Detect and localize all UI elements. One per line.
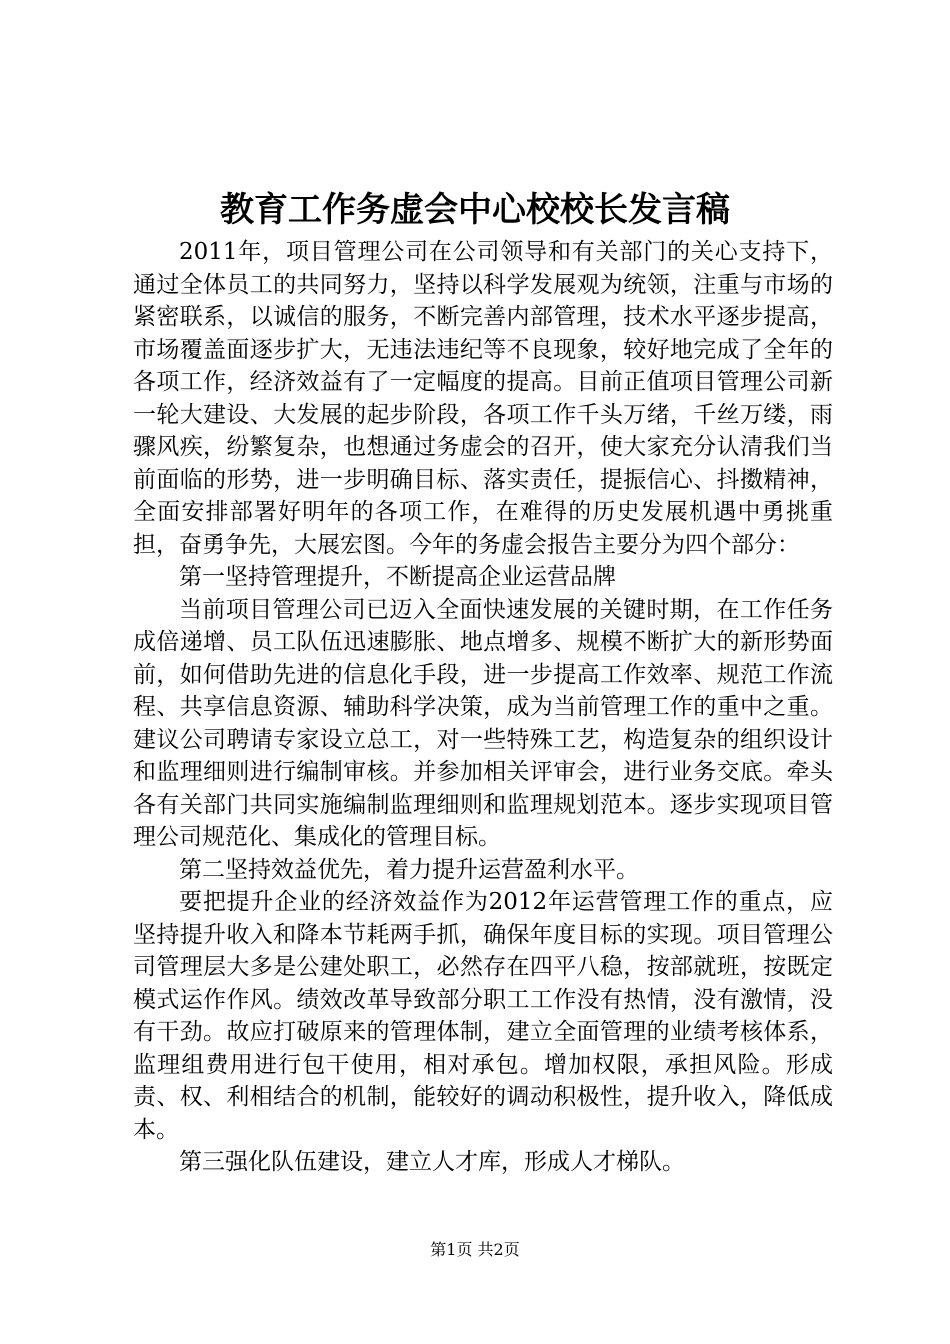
page-footer: 第1页 共2页	[430, 1240, 520, 1259]
document-title: 教育工作务虚会中心校校长发言稿	[220, 190, 730, 230]
paragraph-heading-2: 第二坚持效益优先，着力提升运营盈利水平。	[179, 856, 639, 883]
paragraph-heading-1: 第一坚持管理提升，不断提高企业运营品牌	[179, 564, 616, 590]
paragraph-efficiency: 要把提升企业的经济效益作为2012年运营管理工作的重点，应坚持提升收入和降本节耗两手抓，确保年度目标的实现。项目管理公司管理层大多是公建处职工，必然存在四平八稳，按部就班，按既定模式运作作风。绩效改革导致部分职工工作没有热情，没有激情，没有干劲。故应打破原来的管理体制，建立全面管理的业绩考核体系，监理组费用进行包干使用，相对承包。增加权限，承担风险。形成责、权、利相结合的机制，能较好的调动积极性，提升收入，降低成本。	[133, 889, 833, 1143]
paragraph-intro: 2011年，项目管理公司在公司领导和有关部门的关心支持下，通过全体员工的共同努力，坚持以科学发展观为统领，注重与市场的紧密联系，以诚信的服务，不断完善内部管理，技术水平逐步提高，市场覆盖面逐步扩大，无违法违纪等不良现象，较好地完成了全年的各项工作，经济效益有了一定幅度的提高。目前正值项目管理公司新一轮大建设、大发展的起步阶段，各项工作千头万绪，千丝万缕，雨骤风疾，纷繁复杂，也想通过务虚会的召开，使大家充分认清我们当前面临的形势，进一步明确目标、落实责任，提振信心、抖擞精神，全面安排部署好明年的各项工作，在难得的历史发展机遇中勇挑重担，奋勇争先，大展宏图。今年的务虚会报告主要分为四个部分：	[133, 239, 833, 558]
paragraph-heading-3: 第三强化队伍建设，建立人才库，形成人才梯队。	[179, 1149, 685, 1175]
document-body	[133, 236, 833, 1179]
paragraph-management: 当前项目管理公司已迈入全面快速发展的关键时期，在工作任务成倍递增、员工队伍迅速膨胀、地点增多、规模不断扩大的新形势面前，如何借助先进的信息化手段，进一步提高工作效率、规范工作流程、共享信息资源、辅助科学决策，成为当前管理工作的重中之重。建议公司聘请专家设立总工，对一些特殊工艺，构造复杂的组织设计和监理细则进行编制审核。并参加相关评审会，进行业务交底。牵头各有关部门共同实施编制监理细则和监理规划范本。逐步实现项目管理公司规范化、集成化的管理目标。	[133, 596, 833, 850]
